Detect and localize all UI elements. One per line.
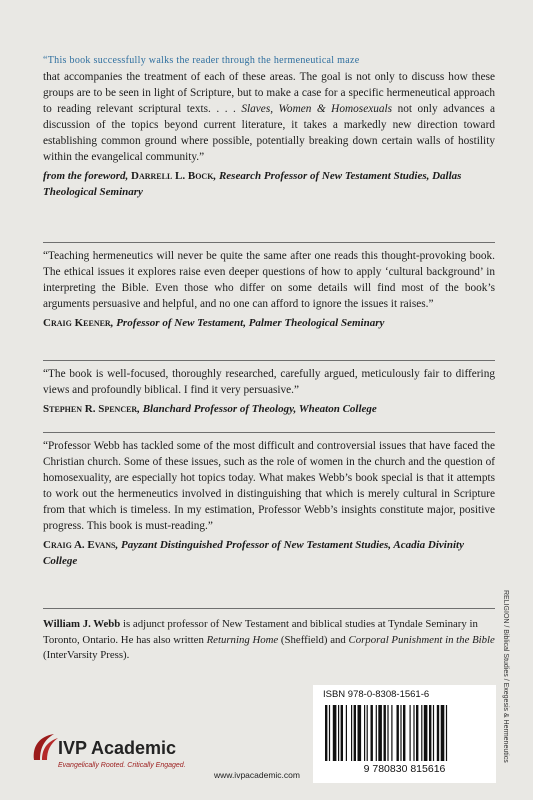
author-name: William J. Webb bbox=[43, 618, 121, 630]
ean-number: 9 780830 815616 bbox=[363, 763, 446, 775]
endorser-name: Darrell L. Bock bbox=[131, 170, 214, 182]
quote-keener bbox=[43, 248, 495, 331]
divider bbox=[43, 432, 495, 433]
author-bio: William J. Webb is adjunct professor of New Testament and biblical studies at Tyndale Seminary in Toronto, Ontario. He has also written Returning Home (Sheffield) and Corporal Punishment in the Bible (InterVarsity Press). bbox=[43, 618, 495, 661]
publisher-tagline: Evangelically Rooted. Critically Engaged. bbox=[58, 762, 186, 769]
quote-text: “Professor Webb has tackled some of the most difficult and controversial issues that have faced the Christian church. Some of these issues, such as the role of women in the church and the question of homosexuality, are especially hot topics today. What makes Webb’s book special is that it attempts to work out the hermeneutics involved in distinguishing that which is merely cultural in Scripture from that which is timeless. In my estimation, Professor Webb’s insights constitute major, positive progress. This book is must-reading.” bbox=[43, 440, 495, 532]
divider bbox=[43, 242, 495, 243]
quote-lead: “This book successfully walks the reader through the hermeneutical maze bbox=[43, 55, 360, 66]
book-title: Slaves, Women & Homosexuals bbox=[241, 103, 393, 115]
publisher-logo bbox=[28, 722, 186, 782]
quote-attribution: Craig A. Evans, Payzant Distinguished Professor of New Testament Studies, Acadia Divinity College bbox=[43, 539, 464, 567]
publisher-url: www.ivpacademic.com bbox=[214, 770, 300, 780]
quote-text: that accompanies the treatment of each of these areas. The goal is not only to discuss how these groups are to be seen in light of Scripture, but to make a case for a specific hermeneutical approach to reading relevant scriptural texts. . . . bbox=[43, 71, 495, 115]
quote-text: “The book is well-focused, thoroughly researched, carefully argued, meticulously fair to differing views and profoundly biblical. I find it very persuasive.” bbox=[43, 368, 495, 396]
quote-evans bbox=[43, 438, 495, 569]
barcode-icon bbox=[323, 705, 486, 761]
divider bbox=[43, 360, 495, 361]
divider bbox=[43, 608, 495, 609]
isbn-barcode bbox=[313, 685, 496, 783]
quote-text: not only advances a discussion of the topics beyond current literature, it takes a markedly new direction toward establishing common ground where possible, potentially breaking down certain walls of hostility within the evangelical community.” bbox=[43, 103, 496, 163]
endorser-name: Craig A. Evans bbox=[43, 539, 116, 551]
ivp-swoosh-icon bbox=[28, 730, 62, 766]
bisac-category: RELIGION / Biblical Studies / Exegesis & Hermeneutics bbox=[502, 590, 509, 763]
publisher-name: IVP Academic bbox=[58, 738, 177, 758]
quote-attribution: Craig Keener, Professor of New Testament, Palmer Theological Seminary bbox=[43, 317, 385, 329]
endorser-name: Craig Keener bbox=[43, 317, 111, 329]
quote-foreword bbox=[43, 52, 495, 200]
book-title: Returning Home bbox=[206, 633, 279, 646]
quote-spencer bbox=[43, 366, 495, 417]
quote-attribution: Stephen R. Spencer, Blanchard Professor of Theology, Wheaton College bbox=[43, 403, 377, 415]
quote-text: “Teaching hermeneutics will never be quite the same after one reads this thought-provoking book. The ethical issues it explores raise even deeper questions of how to apply ‘cultural background’ in interpreting the Bible. Even those who differ on some details will find most of the book’s arguments persuasive and helpful, and no one can afford to ignore the issues it raises.” bbox=[43, 250, 495, 310]
isbn-label: ISBN 978-0-8308-1561-6 bbox=[323, 689, 430, 700]
endorser-name: Stephen R. Spencer bbox=[43, 403, 138, 415]
quote-attribution: from the foreword, Darrell L. Bock, Research Professor of New Testament Studies, Dallas Theological Seminary bbox=[43, 170, 462, 198]
book-title: Corporal Punishment in the Bible bbox=[348, 633, 495, 646]
